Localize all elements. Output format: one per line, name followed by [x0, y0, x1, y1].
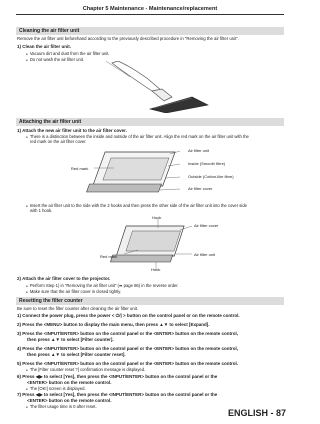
fig2-air-filter-cover-label: Air filter cover: [194, 223, 219, 228]
resetting-step-4b: then press ▲▼ to select [Filter counter reset].: [27, 352, 126, 357]
fig1-outside-label: Outside (Cotton-like fibre): [188, 174, 234, 179]
attaching-bullet-1a: ● There is a distinction between the inside and outside of the air filter unit. Align the red mark on the air filter unit with the: [26, 134, 249, 140]
vacuum-illustration: [92, 61, 212, 113]
resetting-step-2: 2) Press the <MENU> button to display the main menu, then press ▲▼ to select [Expand].: [17, 322, 210, 327]
chapter-header: Chapter 5 Maintenance - Maintenance/replacement: [82, 6, 218, 12]
page-number: ENGLISH - 87: [227, 408, 286, 418]
fig1-inside-label: Inside (Smooth fibre): [188, 161, 226, 166]
section-resetting: [16, 297, 284, 305]
section-title: Attaching the air filter unit: [19, 119, 82, 125]
attaching-step-2: 2) Attach the air filter cover to the projector.: [17, 276, 111, 281]
resetting-step-5: 5) Press the <INPUT/ENTER> button on the control panel or the <ENTER> button on the remote control.: [17, 361, 239, 366]
attaching-bullet-1b: red mark on the air filter cover.: [30, 139, 87, 144]
resetting-step-7b: <ENTER> button on the remote control.: [27, 398, 112, 403]
cleaning-step-1: 1) Clean the air filter unit.: [17, 44, 72, 49]
section-cleaning: [16, 27, 284, 35]
fig2-hook-top-label: Hook: [152, 215, 162, 220]
section-title: Cleaning the air filter unit: [19, 28, 80, 34]
cleaning-intro: Remove the air filter unit beforehand according to the previously described procedure in “Removing the air filter unit”.: [17, 36, 239, 41]
resetting-step-6-note: ● The [OK!] screen is displayed.: [26, 386, 86, 392]
fig2-red-mark-label: Red mark: [100, 254, 118, 259]
resetting-step-7-note: ● The filter usage time is 0 after reset.: [26, 404, 97, 410]
cleaning-bullet-2: ● Do not wash the air filter unit.: [26, 57, 84, 63]
resetting-step-5-note: ● The [Filter counter reset ?] confirmation message is displayed.: [26, 367, 145, 373]
attaching-bullet-2b: with 1 hook.: [30, 208, 53, 213]
attaching-bullet-4: ● Make sure that the air filter cover is closed tightly.: [26, 289, 121, 295]
resetting-step-6b: <ENTER> button on the remote control.: [27, 380, 112, 385]
fig1-air-filter-cover-label: Air filter cover: [188, 186, 213, 191]
resetting-step-4a: 4) Press the <INPUT/ENTER> button on the control panel or the <ENTER> button on the remote control,: [17, 346, 239, 351]
fig2-hook-bottom-label: Hook: [151, 267, 161, 272]
section-title: Resetting the filter counter: [19, 298, 83, 304]
resetting-step-6a: 6) Press ◀▶ to select [Yes], then press the <INPUT/ENTER> button on the control panel or the: [17, 374, 218, 379]
section-attaching: [16, 118, 284, 126]
resetting-intro: Be sure to reset the filter counter after cleaning the air filter unit.: [17, 306, 139, 311]
fig1-red-mark-label: Red mark: [71, 166, 89, 171]
header-rule: [16, 14, 284, 15]
attaching-bullet-3: ● Perform Step 1) in “Removing the air filter unit” (➡ page 86) in the reverse order.: [26, 283, 179, 289]
attaching-step-1: 1) Attach the new air filter unit to the air filter cover.: [17, 128, 127, 133]
fig1-air-filter-unit-label: Air filter unit: [188, 148, 210, 153]
resetting-step-3a: 3) Press the <INPUT/ENTER> button on the control panel or the <ENTER> button on the remote control,: [17, 331, 239, 336]
cleaning-bullet-1: ● Vacuum dirt and dust from the air filter unit.: [26, 51, 110, 57]
attaching-bullet-2a: ● Insert the air filter unit to the side with the 2 hooks and then press the other side of the air filter unit into the cover side: [26, 203, 247, 209]
resetting-step-1: 1) Connect the power plug, press the power < ⏻/| > button on the control panel or on the remote control.: [17, 313, 240, 318]
resetting-step-7a: 7) Press ◀▶ to select [Yes], then press the <INPUT/ENTER> button on the control panel or the: [17, 392, 218, 397]
resetting-step-3b: then press ▲▼ to select [Filter counter].: [27, 337, 114, 342]
fig2-air-filter-unit-label: Air filter unit: [194, 252, 216, 257]
